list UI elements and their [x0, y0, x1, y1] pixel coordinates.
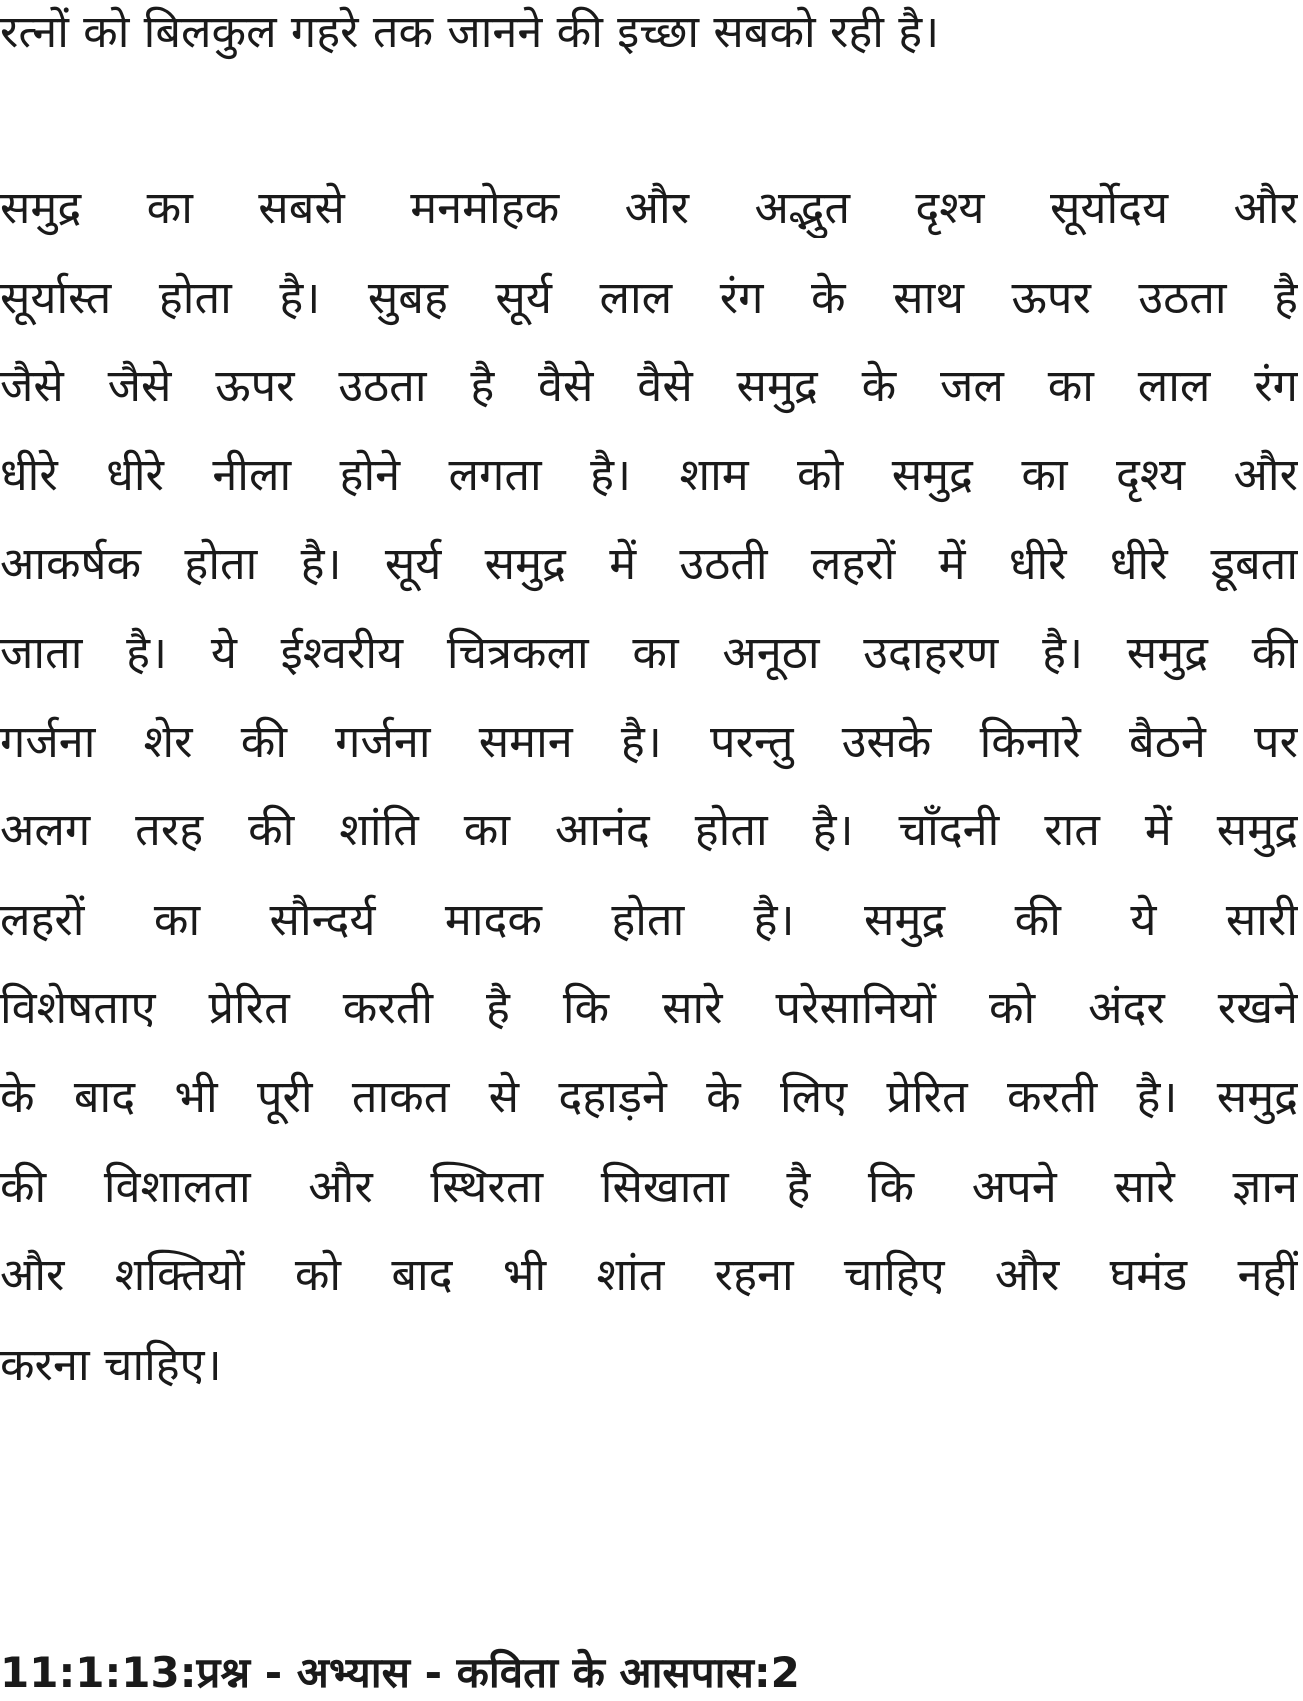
paragraph-line-8: अलग तरह की शांति का आनंद होता है। चाँदनी रात में समुद्र — [0, 803, 1298, 856]
intro-text-line: रत्नों को बिलकुल गहरे तक जानने की इच्छा सबको रही है। — [0, 5, 940, 58]
paragraph-line-7: गर्जना शेर की गर्जना समान है। परन्तु उसके किनारे बैठने पर — [0, 715, 1298, 768]
paragraph-line-4: धीरे धीरे नीला होने लगता है। शाम को समुद्र का दृश्य और — [0, 448, 1298, 501]
paragraph-line-11: के बाद भी पूरी ताकत से दहाड़ने के लिए प्रेरित करती है। समुद्र — [0, 1070, 1298, 1123]
paragraph-line-3: जैसे जैसे ऊपर उठता है वैसे वैसे समुद्र के जल का लाल रंग — [0, 359, 1298, 412]
paragraph-line-13: और शक्तियों को बाद भी शांत रहना चाहिए और घमंड नहीं — [0, 1248, 1298, 1301]
paragraph-line-10: विशेषताए प्रेरित करती है कि सारे परेसानियों को अंदर रखने — [0, 981, 1298, 1034]
paragraph-line-9: लहरों का सौन्दर्य मादक होता है। समुद्र की ये सारी — [0, 893, 1298, 946]
paragraph-line-6: जाता है। ये ईश्वरीय चित्रकला का अनूठा उदाहरण है। समुद्र की — [0, 626, 1298, 679]
section-heading: 11:1:13:प्रश्न - अभ्यास - कविता के आसपास:2 — [0, 1648, 800, 1697]
paragraph-line-12: की विशालता और स्थिरता सिखाता है कि अपने सारे ज्ञान — [0, 1160, 1298, 1213]
paragraph-line-1: समुद्र का सबसे मनमोहक और अद्भुत दृश्य सूर्योदय और — [0, 181, 1298, 234]
paragraph-line-2: सूर्यास्त होता है। सुबह सूर्य लाल रंग के साथ ऊपर उठता है — [0, 271, 1298, 324]
paragraph-line-5: आकर्षक होता है। सूर्य समुद्र में उठती लहरों में धीरे धीरे डूबता — [0, 537, 1298, 590]
paragraph-line-14: करना चाहिए। — [0, 1338, 222, 1391]
